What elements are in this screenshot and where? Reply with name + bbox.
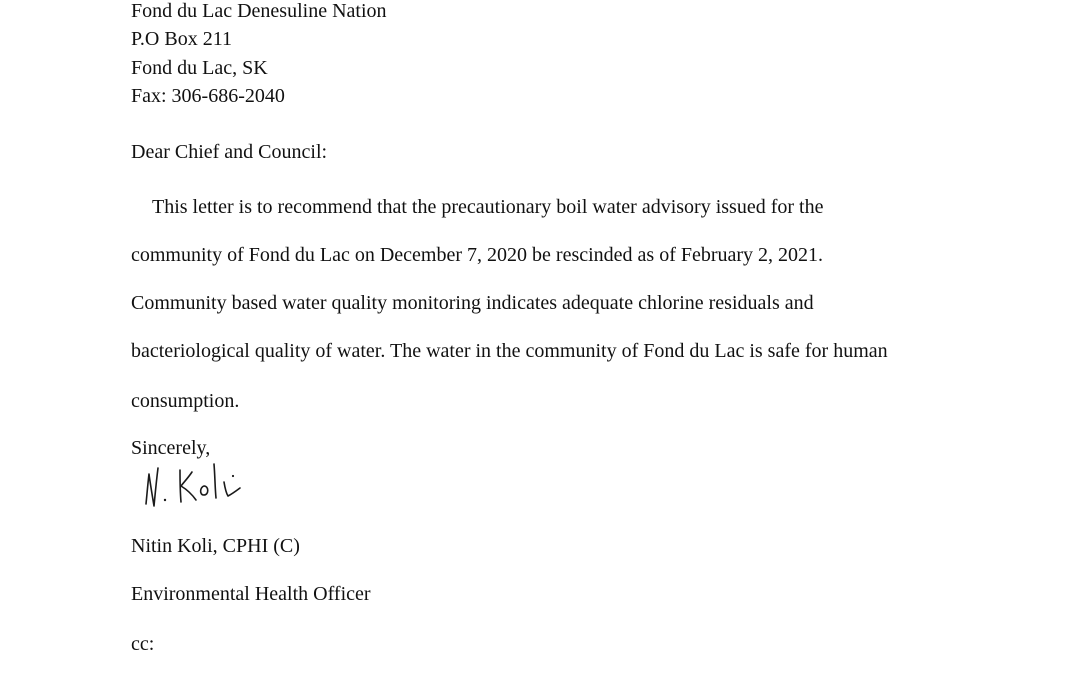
closing: Sincerely,	[131, 437, 211, 459]
signer-title: Environmental Health Officer	[131, 583, 371, 605]
cc-label: cc:	[131, 633, 155, 655]
body-line: bacteriological quality of water. The water in the community of Fond du Lac is safe for human	[131, 340, 888, 362]
recipient-city: Fond du Lac, SK	[131, 57, 268, 79]
recipient-name: Fond du Lac Denesuline Nation	[131, 0, 387, 22]
body-line: Community based water quality monitoring indicates adequate chlorine residuals and	[131, 292, 814, 314]
salutation: Dear Chief and Council:	[131, 141, 328, 163]
recipient-fax: Fax: 306-686-2040	[131, 85, 285, 107]
signer-name: Nitin Koli, CPHI (C)	[131, 535, 300, 557]
body-line: community of Fond du Lac on December 7, 2020 be rescinded as of February 2, 2021.	[131, 244, 824, 266]
recipient-po-box: P.O Box 211	[131, 28, 232, 50]
body-line: This letter is to recommend that the precautionary boil water advisory issued for the	[152, 196, 824, 218]
handwritten-signature	[138, 458, 258, 522]
body-line: consumption.	[131, 390, 240, 412]
